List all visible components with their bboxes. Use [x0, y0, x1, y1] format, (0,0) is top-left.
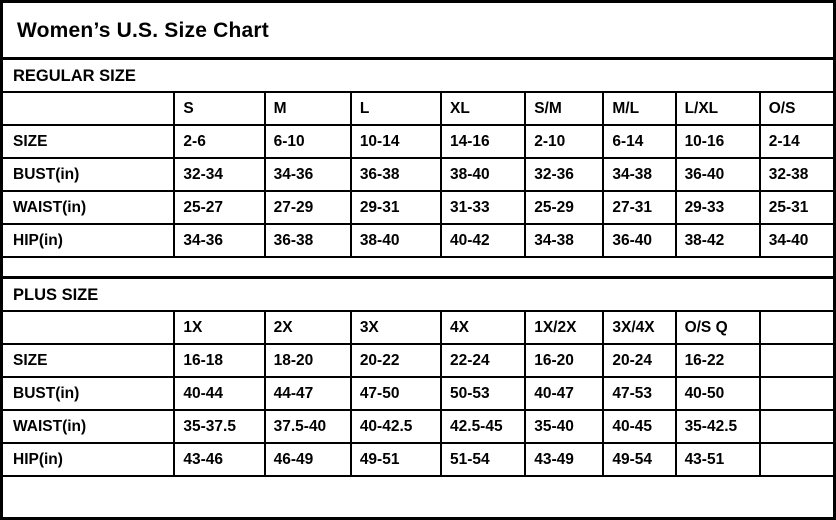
- table-cell: 22-24: [441, 344, 525, 377]
- table-header-cell: L: [351, 92, 441, 125]
- table-cell: 25-27: [174, 191, 264, 224]
- table-cell: 34-40: [760, 224, 834, 257]
- table-header-cell: 1X: [174, 311, 264, 344]
- table-cell: 34-36: [174, 224, 264, 257]
- table-cell: 37.5-40: [265, 410, 351, 443]
- table-cell: [760, 443, 834, 476]
- table-cell: 32-38: [760, 158, 834, 191]
- table-cell: 44-47: [265, 377, 351, 410]
- table-header-cell: [2, 311, 174, 344]
- row-label: HIP(in): [2, 224, 174, 257]
- table-cell: 49-54: [603, 443, 675, 476]
- table-cell: 27-31: [603, 191, 675, 224]
- table-cell: 38-42: [676, 224, 760, 257]
- table-cell: 10-14: [351, 125, 441, 158]
- table-cell: 40-42.5: [351, 410, 441, 443]
- row-label: WAIST(in): [2, 410, 174, 443]
- table-header-row: [2, 92, 834, 125]
- table-header-cell: [760, 311, 834, 344]
- row-label: WAIST(in): [2, 191, 174, 224]
- table-cell: 34-38: [603, 158, 675, 191]
- table-header-cell: 2X: [265, 311, 351, 344]
- table-header-cell: S/M: [525, 92, 603, 125]
- table-cell: 36-38: [265, 224, 351, 257]
- table-cell: 25-29: [525, 191, 603, 224]
- table-row: [2, 191, 834, 224]
- table-cell: 16-18: [174, 344, 264, 377]
- table-row: [2, 410, 834, 443]
- table-cell: 25-31: [760, 191, 834, 224]
- table-cell: 29-31: [351, 191, 441, 224]
- table-cell: 40-50: [676, 377, 760, 410]
- table-cell: 20-24: [603, 344, 675, 377]
- table-cell: 40-42: [441, 224, 525, 257]
- table-cell: 43-49: [525, 443, 603, 476]
- table-cell: [760, 410, 834, 443]
- table-cell: 2-14: [760, 125, 834, 158]
- table-header-cell: O/S Q: [676, 311, 760, 344]
- table-row: [2, 443, 834, 476]
- table-header-cell: S: [174, 92, 264, 125]
- table-header-cell: 4X: [441, 311, 525, 344]
- table-cell: 35-42.5: [676, 410, 760, 443]
- table-cell: 38-40: [441, 158, 525, 191]
- table-cell: [760, 344, 834, 377]
- table-cell: 2-10: [525, 125, 603, 158]
- table-cell: 6-14: [603, 125, 675, 158]
- table-cell: 43-46: [174, 443, 264, 476]
- table-cell: 40-44: [174, 377, 264, 410]
- table-cell: 34-38: [525, 224, 603, 257]
- table-cell: 38-40: [351, 224, 441, 257]
- table-cell: 36-38: [351, 158, 441, 191]
- table-header-cell: 1X/2X: [525, 311, 603, 344]
- table-header-cell: 3X/4X: [603, 311, 675, 344]
- section-gap: [3, 258, 833, 276]
- row-label: SIZE: [2, 125, 174, 158]
- table-header-cell: [2, 92, 174, 125]
- table-cell: 36-40: [603, 224, 675, 257]
- table-cell: 49-51: [351, 443, 441, 476]
- table-row: [2, 344, 834, 377]
- table-cell: 35-40: [525, 410, 603, 443]
- table-cell: 32-36: [525, 158, 603, 191]
- table-row: [2, 224, 834, 257]
- row-label: HIP(in): [2, 443, 174, 476]
- table-cell: 16-20: [525, 344, 603, 377]
- table-cell: 34-36: [265, 158, 351, 191]
- table-cell: [760, 377, 834, 410]
- table-cell: 14-16: [441, 125, 525, 158]
- table-cell: 40-47: [525, 377, 603, 410]
- table-cell: 46-49: [265, 443, 351, 476]
- table-row: [2, 125, 834, 158]
- table-cell: 27-29: [265, 191, 351, 224]
- table-cell: 50-53: [441, 377, 525, 410]
- table-cell: 29-33: [676, 191, 760, 224]
- plus-size-section-label: PLUS SIZE: [13, 286, 99, 305]
- table-cell: 10-16: [676, 125, 760, 158]
- table-cell: 2-6: [174, 125, 264, 158]
- row-label: BUST(in): [2, 377, 174, 410]
- table-cell: 47-50: [351, 377, 441, 410]
- table-row: [2, 158, 834, 191]
- table-cell: 43-51: [676, 443, 760, 476]
- table-cell: 51-54: [441, 443, 525, 476]
- table-cell: 35-37.5: [174, 410, 264, 443]
- table-header-cell: L/XL: [676, 92, 760, 125]
- table-cell: 6-10: [265, 125, 351, 158]
- row-label: SIZE: [2, 344, 174, 377]
- table-cell: 18-20: [265, 344, 351, 377]
- page-title: Women’s U.S. Size Chart: [17, 19, 269, 42]
- table-cell: 42.5-45: [441, 410, 525, 443]
- table-row: [2, 377, 834, 410]
- table-header-cell: M/L: [603, 92, 675, 125]
- table-cell: 36-40: [676, 158, 760, 191]
- table-cell: 40-45: [603, 410, 675, 443]
- row-label: BUST(in): [2, 158, 174, 191]
- table-cell: 47-53: [603, 377, 675, 410]
- regular-size-section-label: REGULAR SIZE: [13, 67, 136, 85]
- table-header-cell: XL: [441, 92, 525, 125]
- plus-size-table: [1, 310, 835, 477]
- table-cell: 16-22: [676, 344, 760, 377]
- regular-size-table-wrapper: [1, 91, 835, 258]
- plus-size-table-wrapper: [1, 310, 835, 477]
- table-cell: 32-34: [174, 158, 264, 191]
- table-cell: 20-22: [351, 344, 441, 377]
- table-header-cell: M: [265, 92, 351, 125]
- table-header-cell: O/S: [760, 92, 834, 125]
- table-cell: 31-33: [441, 191, 525, 224]
- regular-size-table: [1, 91, 835, 258]
- table-header-cell: 3X: [351, 311, 441, 344]
- table-header-row: [2, 311, 834, 344]
